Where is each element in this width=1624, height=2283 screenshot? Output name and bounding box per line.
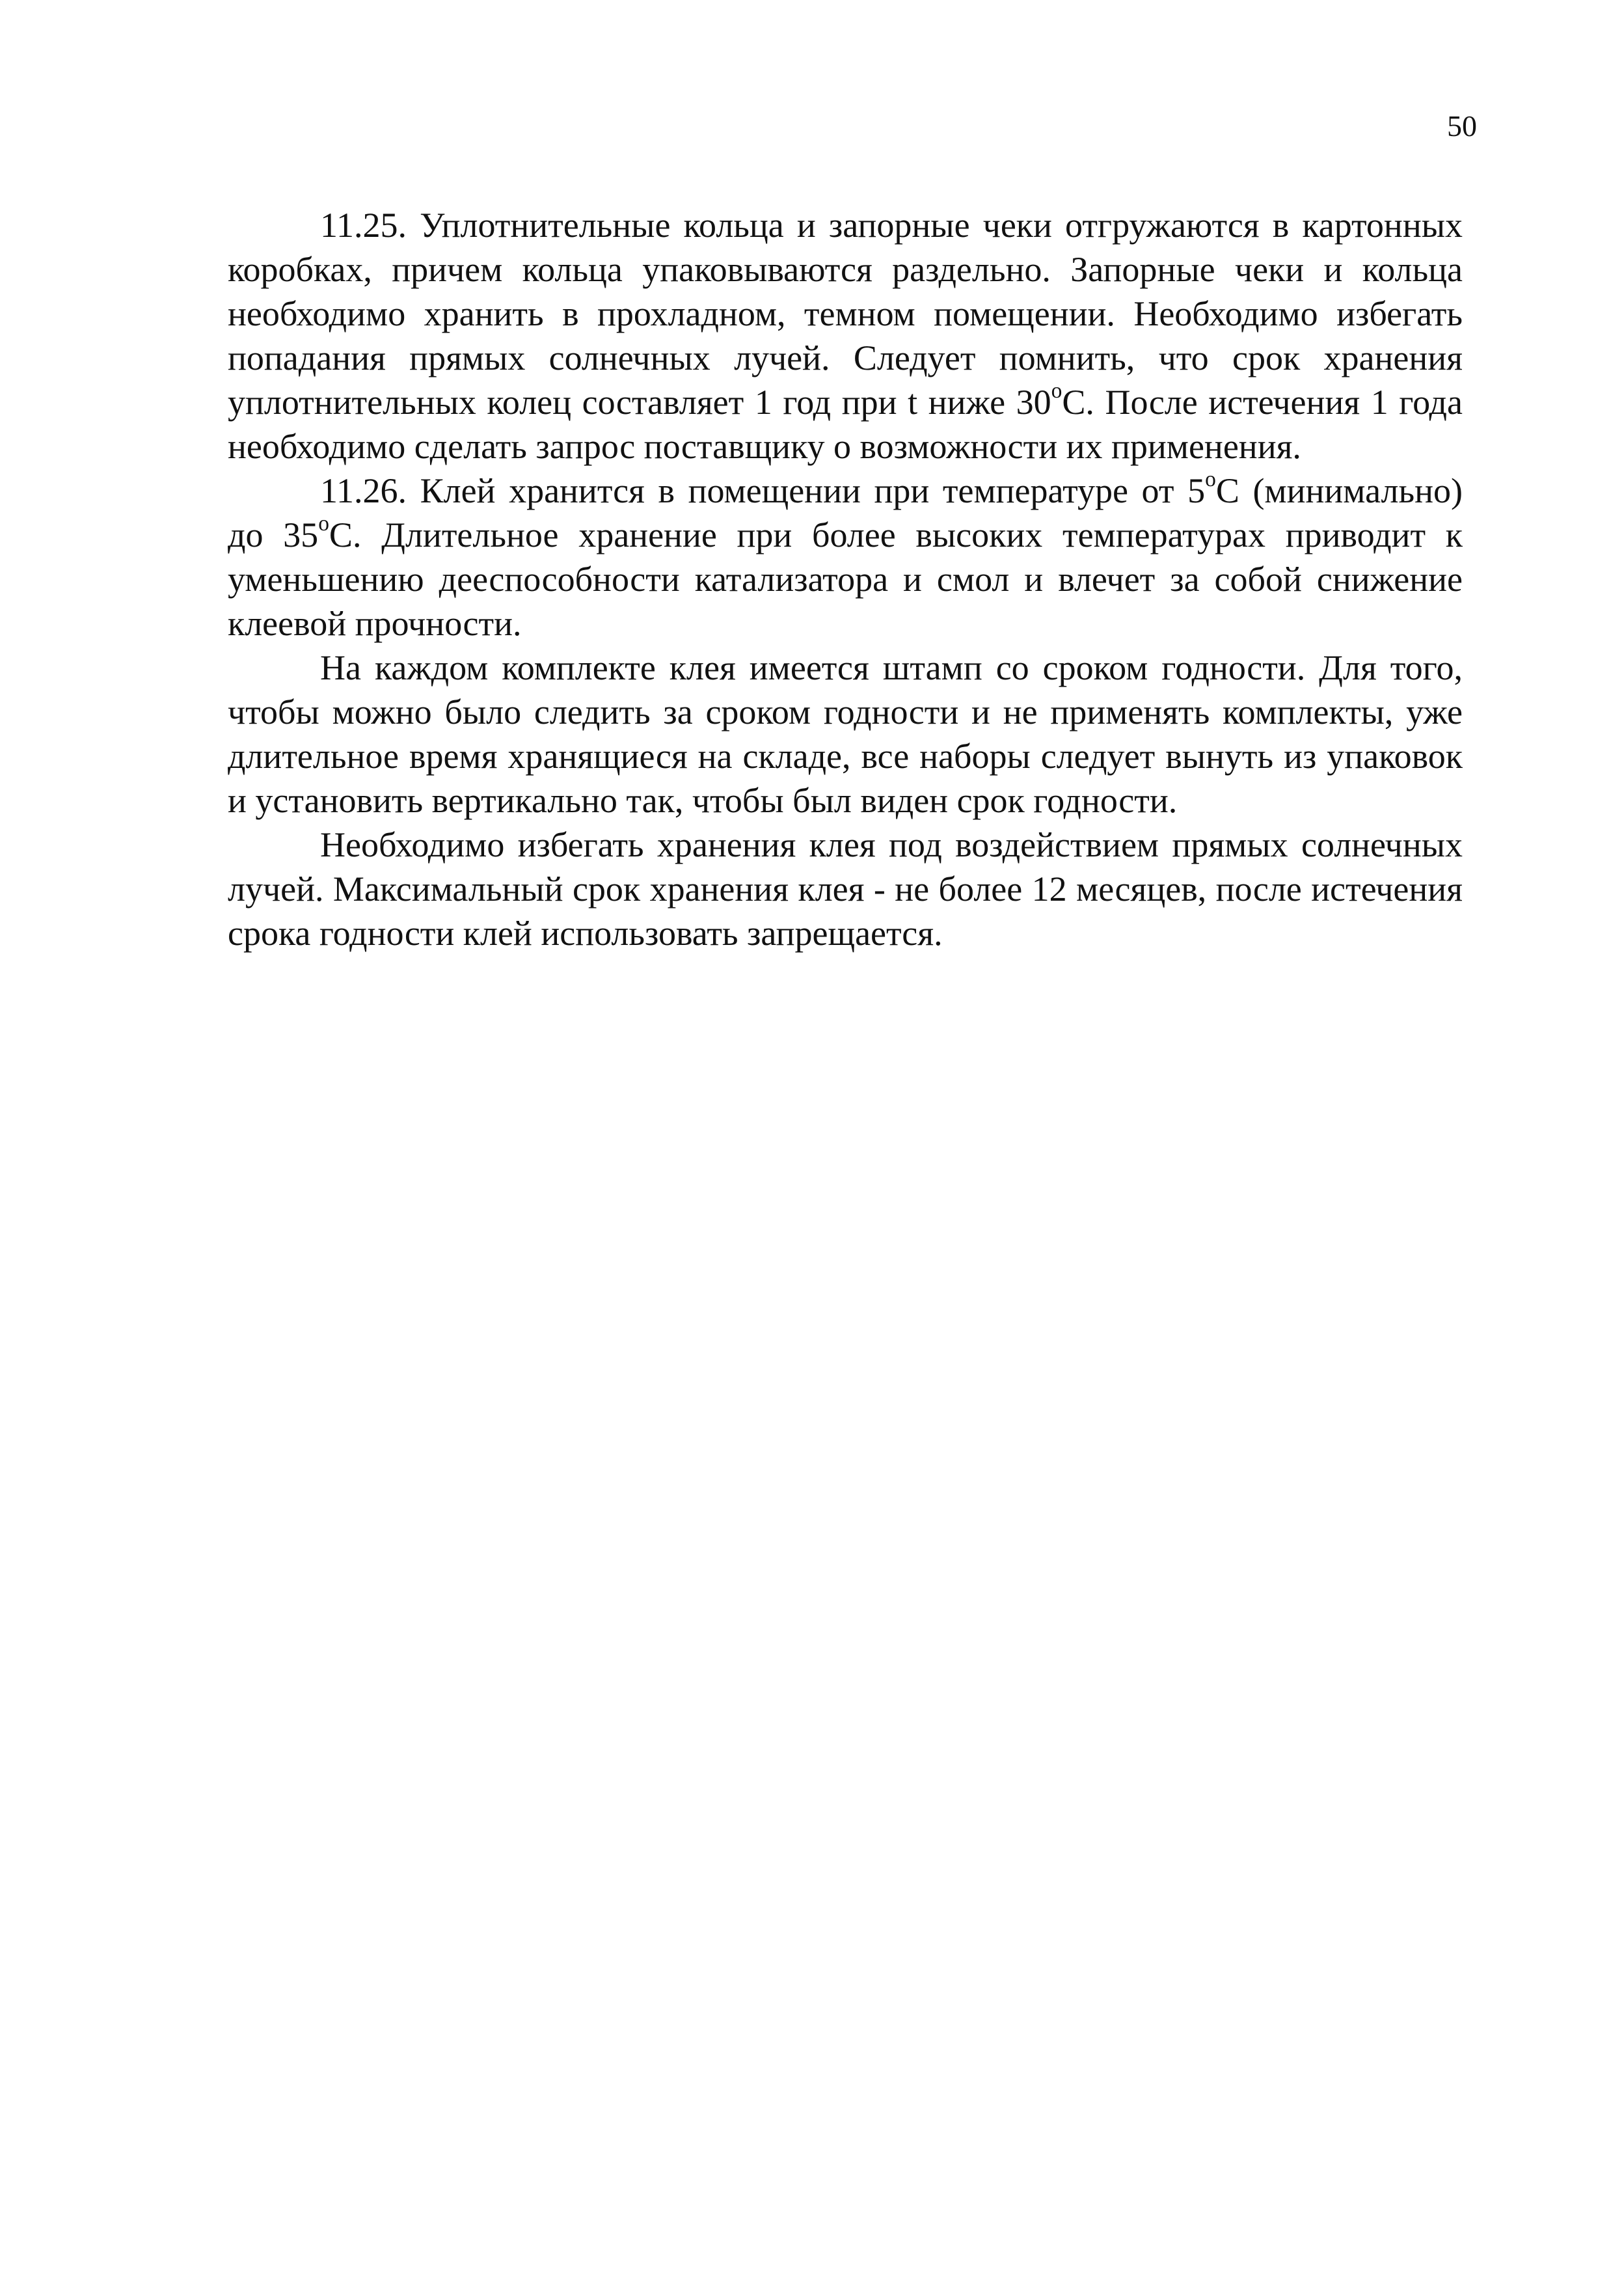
paragraph-glue-storage-limit: Необходимо избегать хранения клея под воздействием прямых солнечных лучей. Максимальный срок хранения клея - не более 12 месяцев, после истечения срока годности клей использовать запрещается. [228,825,1463,953]
paragraph-glue-expiry-stamp: На каждом комплекте клея имеется штамп со сроком годности. Для того, чтобы можно было следить за сроком годности и не применять комплекты, уже длительное время хранящиеся на складе, все наборы следует вынуть из упаковок и установить вертикально так, чтобы был виден срок годности. [228,648,1463,820]
document-body [228,203,1463,955]
page-number: 50 [1447,109,1477,143]
paragraph-11-26: 11.26. Клей хранится в помещении при температуре от 5$^o$С (минимально) до 35$^o$С. Длительное хранение при более высоких температурах приводит к уменьшению дееспособности катализатора и смол и влечет за собой снижение клеевой прочности. [228,467,1463,643]
paragraph-11-25: 11.25. Уплотнительные кольца и запорные чеки отгружаются в картонных коробках, причем кольца упаковываются раздельно. Запорные чеки и кольца необходимо хранить в прохладном, темном помещении. Необходимо избегать попадания прямых солнечных лучей. Следует помнить, что срок хранения уплотнительных колец составляет 1 год при t ниже 30$^o$С. После истечения 1 года необходимо сделать запрос поставщику о возможности их применения. [228,206,1463,466]
